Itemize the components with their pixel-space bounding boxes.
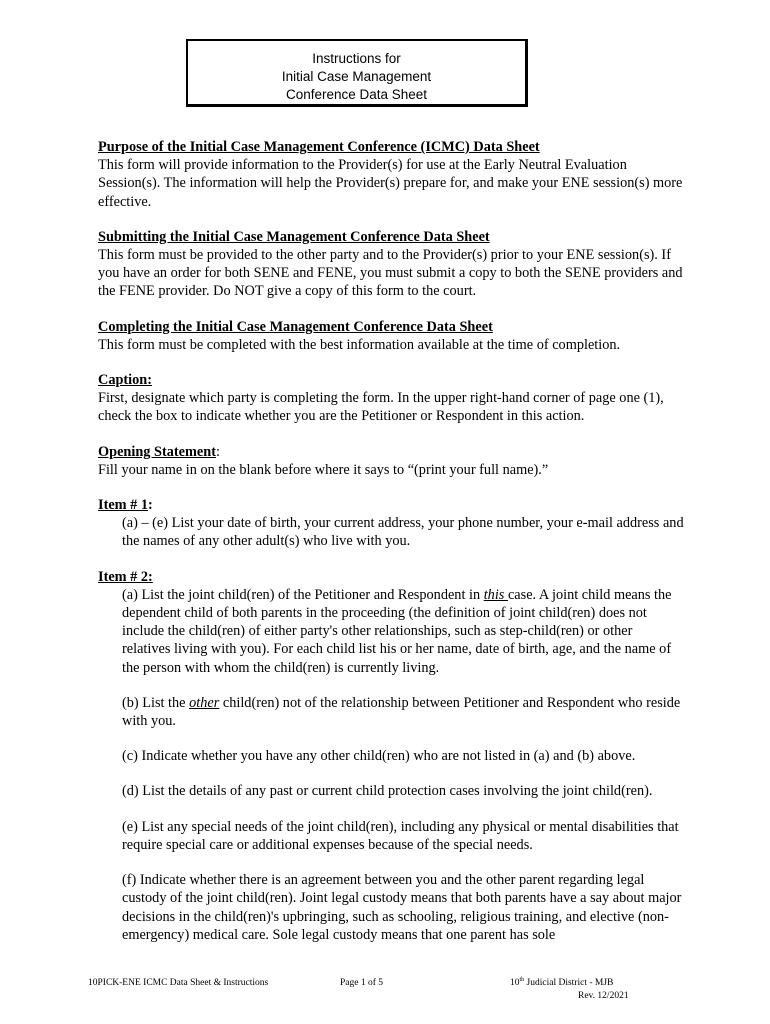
purpose-section — [98, 138, 684, 211]
footer-page-number: Page 1 of 5 — [340, 978, 384, 988]
footer-district-num: 10 — [510, 978, 520, 988]
item2-a-text-2: case. A joint child means the dependent child of both parents in the proceeding (the definition of joint child(ren) does not include the child(ren) of either party's other relationships, such as step-child(ren) or other relatives living with you). For each child list his or her name, date of birth, age, and the name of the person with whom the child(ren) is currently living. — [122, 586, 672, 676]
footer-revision: Rev. 12/2021 — [578, 991, 629, 1001]
item2-d: (d) List the details of any past or current child protection cases involving the joint child(ren). — [122, 783, 653, 800]
title-box — [186, 39, 528, 107]
item2-a-emphasis: this — [483, 586, 508, 603]
document-body — [98, 138, 684, 961]
item1-section — [98, 496, 684, 551]
completing-section — [98, 318, 684, 354]
purpose-heading: Purpose of the Initial Case Management Conference (ICMC) Data Sheet — [98, 139, 540, 155]
caption-section — [98, 371, 684, 426]
opening-heading: Opening Statement — [98, 443, 216, 460]
purpose-text: This form will provide information to the Provider(s) for use at the Early Neutral Evaluation Session(s). The information will help the Provider(s) prepare for, and make your ENE session(s) more effective. — [98, 157, 683, 210]
item2-b-text-2: child(ren) not of the relationship between Petitioner and Respondent who reside with you. — [122, 694, 681, 730]
item2-a-text-1: (a) List the joint child(ren) of the Petitioner and Respondent in — [122, 586, 484, 603]
item1-heading: Item # 1 — [98, 497, 149, 514]
item2-b — [98, 694, 684, 730]
item2-e: (e) List any special needs of the joint child(ren), including any physical or mental disabilities that require special care or additional expenses because of the special needs. — [122, 818, 679, 853]
item1-text: (a) – (e) List your date of birth, your current address, your phone number, your e-mail address and the names of any other adult(s) who live with you. — [122, 515, 684, 550]
title-line-1: Instructions for — [312, 51, 401, 66]
item1-heading-line — [98, 496, 684, 514]
item1-heading-colon: : — [148, 497, 153, 514]
opening-heading-colon: : — [215, 443, 220, 460]
footer-district — [510, 977, 613, 989]
caption-heading: Caption: — [98, 372, 153, 389]
title-line-3: Conference Data Sheet — [285, 87, 428, 102]
submitting-text: This form must be provided to the other party and to the Provider(s) prior to your ENE session(s). If you have an order for both SENE and FENE, you must submit a copy to both the SENE providers and the FENE provider. Do NOT give a copy of this form to the court. — [98, 247, 683, 300]
item2-c: (c) Indicate whether you have any other child(ren) who are not listed in (a) and (b) above. — [122, 748, 636, 765]
opening-section — [98, 443, 684, 479]
title-line-2: Initial Case Management — [281, 69, 432, 84]
item2-f: (f) Indicate whether there is an agreement between you and the other parent regarding legal custody of the joint child(ren). Joint legal custody means that both parents have a say about major decisions in the child(ren)'s upbringing, such as schooling, religious training, and elective (non-emergency) medical care. Sole legal custody means that one parent has sole — [122, 872, 682, 943]
item2-b-text-1: (b) List the — [122, 694, 190, 711]
submitting-heading: Submitting the Initial Case Management Conference Data Sheet — [98, 228, 490, 245]
submitting-section — [98, 228, 684, 301]
completing-heading: Completing the Initial Case Management Conference Data Sheet — [98, 318, 493, 335]
item2-a — [98, 586, 684, 677]
completing-text: This form must be completed with the best information available at the time of completion. — [98, 336, 621, 353]
item2-heading: Item # 2: — [98, 568, 153, 585]
item2-section — [98, 568, 684, 944]
footer-district-sup: th — [519, 976, 525, 983]
opening-heading-line — [98, 443, 684, 461]
caption-text: First, designate which party is completing the form. In the upper right-hand corner of page one (1), check the box to indicate whether you are the Petitioner or Respondent in this action. — [98, 390, 664, 425]
opening-text: Fill your name in on the blank before where it says to “(print your full name).” — [98, 461, 549, 478]
item2-b-emphasis: other — [189, 694, 220, 711]
footer-form-id: 10PICK-ENE ICMC Data Sheet & Instructions — [88, 978, 269, 988]
footer-district-rest: Judicial District - MJB — [524, 978, 614, 988]
